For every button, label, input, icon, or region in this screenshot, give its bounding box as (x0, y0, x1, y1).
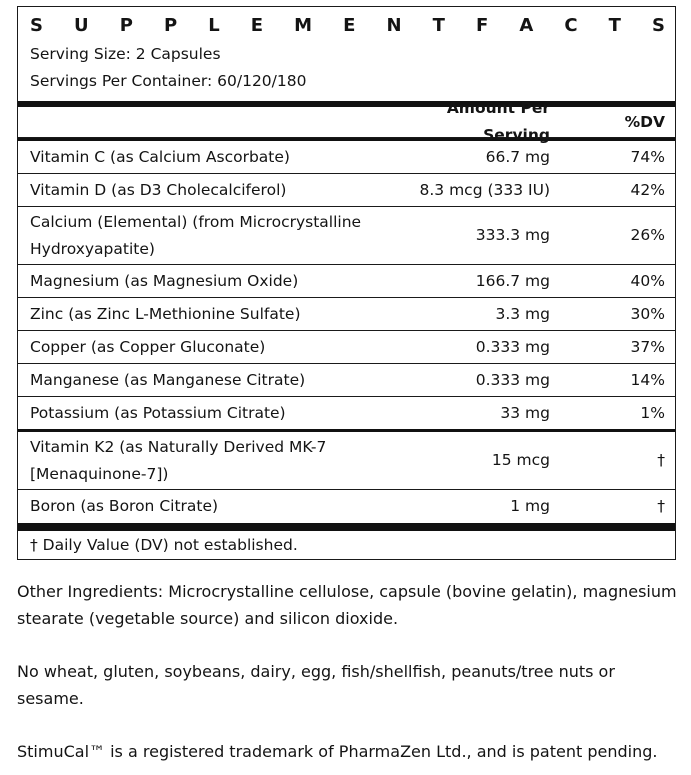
nutrient-name: Zinc (as Zinc L-Methionine Sulfate) (30, 304, 301, 323)
nutrient-amount: 333.3 mg (475, 226, 550, 244)
nutrient-dv: 74% (630, 147, 665, 166)
nutrient-dv: 26% (630, 226, 665, 244)
table-row (18, 174, 675, 207)
nutrient-amount: 1 mg (510, 497, 550, 515)
panel-title (18, 7, 675, 41)
supplement-facts-panel (17, 6, 676, 560)
other-ingredients: Other Ingredients: Microcrystalline cellulose, capsule (bovine gelatin), magnesium stearate (vegetable source) and silicon dioxide. (17, 582, 677, 628)
table-row (18, 298, 675, 331)
nutrient-dv: 40% (630, 271, 665, 290)
header-amount: Amount Per Serving (446, 99, 550, 144)
table-row (18, 141, 675, 174)
nutrient-amount: 8.3 mcg (333 IU) (419, 180, 550, 199)
nutrient-amount: 3.3 mg (495, 304, 550, 323)
title-letter: E (343, 15, 356, 36)
servings-per-container: Servings Per Container: 60/120/180 (30, 72, 307, 90)
nutrient-dv: 42% (630, 180, 665, 199)
nutrient-amount: 0.333 mg (475, 370, 550, 389)
header-dv: %DV (624, 112, 665, 131)
dv-footnote: † Daily Value (DV) not established. (30, 536, 298, 554)
nutrient-dv: 37% (630, 337, 665, 356)
title-letter: E (250, 15, 264, 36)
table-row (18, 397, 675, 429)
serving-size: Serving Size: 2 Capsules (30, 45, 221, 63)
table-row (18, 331, 675, 364)
title-letter: T (608, 15, 621, 36)
nutrient-name: Vitamin D (as D3 Cholecalciferol) (30, 180, 287, 199)
nutrient-list (18, 141, 675, 429)
table-row (18, 207, 675, 265)
title-letter: U (74, 15, 89, 36)
table-row (18, 432, 675, 490)
title-letter: M (294, 15, 313, 36)
table-row (18, 490, 675, 523)
title-letter: P (163, 15, 178, 36)
trademark-statement: StimuCal™ is a registered trademark of PharmaZen Ltd., and is patent pending. (17, 742, 658, 761)
title-letter: L (208, 15, 220, 36)
other-nutrient-list (18, 432, 675, 523)
nutrient-name: Boron (as Boron Citrate) (30, 497, 219, 515)
divider-footer (18, 523, 675, 531)
title-letter: P (119, 15, 133, 36)
nutrient-dv: 1% (640, 403, 665, 422)
table-row (18, 265, 675, 298)
nutrient-amount: 166.7 mg (475, 271, 550, 290)
nutrient-dv: 14% (630, 370, 665, 389)
nutrient-name: Manganese (as Manganese Citrate) (30, 370, 306, 389)
title-letter: T (432, 15, 445, 36)
title-letter: S (651, 15, 665, 36)
title-letter: C (564, 15, 578, 36)
allergen-statement: No wheat, gluten, soybeans, dairy, egg, fish/shellfish, peanuts/tree nuts or sesame. (17, 662, 615, 708)
nutrient-amount: 66.7 mg (485, 147, 550, 166)
nutrient-amount: 0.333 mg (475, 337, 550, 356)
nutrient-dv: † (657, 451, 665, 469)
table-header (18, 99, 675, 144)
nutrient-name: Vitamin K2 (as Naturally Derived MK-7 [Menaquinone-7]) (30, 437, 327, 483)
title-letter: F (475, 15, 489, 36)
nutrient-name: Calcium (Elemental) (from Microcrystalline Hydroxyapatite) (30, 212, 362, 258)
nutrient-name: Magnesium (as Magnesium Oxide) (30, 271, 299, 290)
title-letter: N (386, 15, 402, 36)
title-letter: S (30, 15, 43, 36)
nutrient-name: Copper (as Copper Gluconate) (30, 337, 266, 356)
table-row (18, 364, 675, 397)
nutrient-amount: 33 mg (500, 403, 550, 422)
nutrient-dv: 30% (630, 304, 665, 323)
nutrient-name: Vitamin C (as Calcium Ascorbate) (30, 147, 290, 166)
nutrient-dv: † (657, 497, 665, 515)
title-letter: A (519, 15, 534, 36)
nutrient-name: Potassium (as Potassium Citrate) (30, 403, 286, 422)
nutrient-amount: 15 mcg (491, 451, 550, 469)
